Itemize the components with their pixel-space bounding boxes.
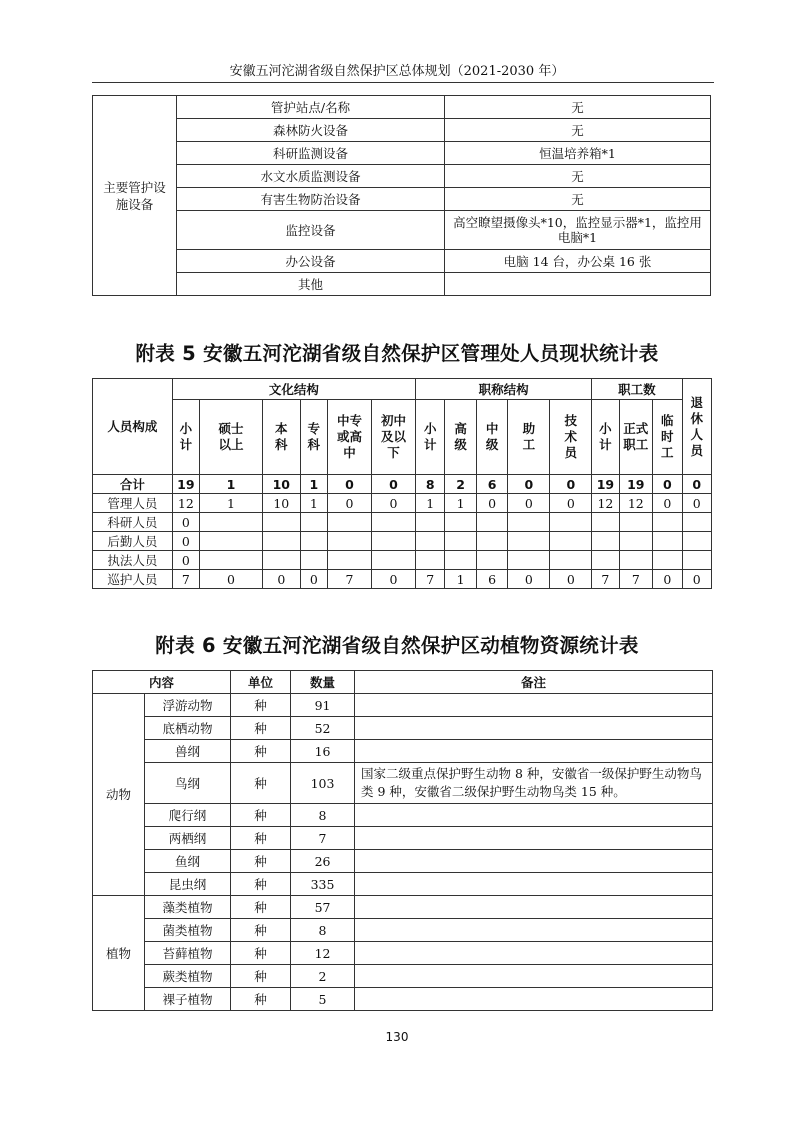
group-header-staff: 职工数	[592, 379, 682, 400]
facility-value: 无	[445, 188, 711, 211]
data-cell: 0	[300, 570, 327, 589]
data-cell	[508, 551, 550, 570]
resource-unit: 种	[231, 942, 291, 965]
data-cell: 0	[682, 570, 712, 589]
facility-value	[445, 273, 711, 296]
column-header	[550, 400, 592, 475]
resource-remark	[355, 965, 713, 988]
animals-group-label: 动物	[93, 694, 145, 896]
data-cell: 0	[172, 532, 199, 551]
column-header	[508, 400, 550, 475]
resource-row	[93, 740, 713, 763]
column-header	[476, 400, 507, 475]
resource-name: 两栖纲	[145, 827, 231, 850]
data-cell: 1	[300, 494, 327, 513]
resource-unit: 种	[231, 694, 291, 717]
data-cell	[653, 513, 682, 532]
data-cell	[592, 532, 619, 551]
resource-unit: 种	[231, 988, 291, 1011]
data-cell	[682, 551, 712, 570]
facility-value: 高空瞭望摄像头*10，监控显示器*1，监控用电脑*1	[445, 211, 711, 250]
group-header-retired	[682, 379, 712, 475]
total-cell: 1	[300, 475, 327, 494]
data-cell: 0	[508, 494, 550, 513]
column-header-text: 中专或高中	[336, 413, 362, 460]
row-label: 执法人员	[93, 551, 173, 570]
data-cell	[592, 513, 619, 532]
column-header-text: 硕士以上	[218, 421, 244, 452]
facility-row	[93, 119, 711, 142]
data-cell	[550, 551, 592, 570]
data-cell: 0	[199, 570, 262, 589]
table5-title: 附表 5 安徽五河沱湖省级自然保护区管理处人员现状统计表	[135, 342, 659, 365]
data-cell: 0	[550, 494, 592, 513]
data-cell	[445, 532, 476, 551]
resource-name: 藻类植物	[145, 896, 231, 919]
resource-count: 103	[291, 763, 355, 804]
column-header-text: 本科	[275, 421, 288, 452]
resource-name: 鸟纲	[145, 763, 231, 804]
data-cell: 0	[508, 570, 550, 589]
facility-group-label	[93, 96, 177, 296]
data-cell	[653, 551, 682, 570]
staff-row	[93, 494, 712, 513]
data-cell	[372, 532, 416, 551]
resource-count: 335	[291, 873, 355, 896]
resource-count: 5	[291, 988, 355, 1011]
column-header-text: 中级	[485, 421, 499, 452]
facility-name: 管护站点/名称	[177, 96, 445, 119]
resource-remark	[355, 873, 713, 896]
facility-row	[93, 188, 711, 211]
facility-name: 其他	[177, 273, 445, 296]
facility-row	[93, 211, 711, 250]
resource-unit: 种	[231, 850, 291, 873]
resource-row	[93, 988, 713, 1011]
resource-name: 爬行纲	[145, 804, 231, 827]
resource-name: 浮游动物	[145, 694, 231, 717]
header-remark: 备注	[355, 671, 713, 694]
staff-row	[93, 532, 712, 551]
resource-name: 裸子植物	[145, 988, 231, 1011]
resource-row	[93, 896, 713, 919]
data-cell	[445, 513, 476, 532]
data-cell	[372, 513, 416, 532]
resource-row	[93, 763, 713, 804]
column-header-text: 技术员	[564, 413, 578, 460]
data-cell	[508, 532, 550, 551]
column-header-text: 小计	[599, 421, 612, 452]
data-cell	[327, 532, 371, 551]
total-cell: 0	[372, 475, 416, 494]
resource-remark: 国家二级重点保护野生动物 8 种，安徽省一级保护野生动物鸟类 9 种，安徽省二级保护野生动物鸟类 15 种。	[355, 763, 713, 804]
resource-count: 2	[291, 965, 355, 988]
row-label: 合计	[93, 475, 173, 494]
resource-count: 57	[291, 896, 355, 919]
column-header	[300, 400, 327, 475]
resources-table	[92, 670, 713, 1011]
data-cell: 0	[653, 570, 682, 589]
column-header-text: 助工	[522, 421, 536, 452]
data-cell: 0	[262, 570, 300, 589]
total-cell: 6	[476, 475, 507, 494]
total-cell: 10	[262, 475, 300, 494]
resource-row	[93, 717, 713, 740]
resource-remark	[355, 717, 713, 740]
data-cell: 6	[476, 570, 507, 589]
facility-value: 无	[445, 165, 711, 188]
data-cell: 7	[327, 570, 371, 589]
data-cell	[653, 532, 682, 551]
facility-name: 有害生物防治设备	[177, 188, 445, 211]
total-cell: 0	[550, 475, 592, 494]
column-header	[619, 400, 653, 475]
resource-row	[93, 965, 713, 988]
resource-remark	[355, 804, 713, 827]
resource-remark	[355, 827, 713, 850]
facility-group-text: 主要管护设施设备	[103, 179, 166, 212]
column-header	[199, 400, 262, 475]
header-row	[93, 671, 713, 694]
resource-name: 底栖动物	[145, 717, 231, 740]
data-cell: 0	[476, 494, 507, 513]
data-cell	[262, 532, 300, 551]
resource-name: 鱼纲	[145, 850, 231, 873]
column-header	[262, 400, 300, 475]
resource-unit: 种	[231, 763, 291, 804]
resource-count: 16	[291, 740, 355, 763]
resource-unit: 种	[231, 804, 291, 827]
header-content: 内容	[93, 671, 231, 694]
data-cell	[262, 551, 300, 570]
total-cell: 0	[508, 475, 550, 494]
resource-count: 52	[291, 717, 355, 740]
total-cell: 0	[653, 475, 682, 494]
facility-row	[93, 142, 711, 165]
facility-value: 电脑 14 台，办公桌 16 张	[445, 250, 711, 273]
data-cell	[619, 513, 653, 532]
data-cell	[300, 513, 327, 532]
column-header-text: 专科	[307, 421, 321, 452]
data-cell	[416, 551, 445, 570]
data-cell	[262, 513, 300, 532]
staff-row	[93, 551, 712, 570]
data-cell	[550, 532, 592, 551]
data-cell	[619, 532, 653, 551]
facility-row	[93, 96, 711, 119]
retired-label: 退休人员	[690, 394, 703, 458]
header-rule	[92, 82, 714, 83]
resource-remark	[355, 740, 713, 763]
corner-label: 人员构成	[93, 379, 173, 475]
resource-row	[93, 804, 713, 827]
data-cell: 12	[172, 494, 199, 513]
resource-count: 7	[291, 827, 355, 850]
facility-row	[93, 165, 711, 188]
data-cell	[592, 551, 619, 570]
page-number: 130	[385, 1030, 409, 1044]
resource-unit: 种	[231, 965, 291, 988]
facility-value: 恒温培养箱*1	[445, 142, 711, 165]
data-cell: 1	[199, 494, 262, 513]
resource-remark	[355, 694, 713, 717]
facility-name: 科研监测设备	[177, 142, 445, 165]
data-cell	[682, 532, 712, 551]
resource-row	[93, 827, 713, 850]
data-cell	[199, 551, 262, 570]
resource-name: 昆虫纲	[145, 873, 231, 896]
row-label: 科研人员	[93, 513, 173, 532]
data-cell: 10	[262, 494, 300, 513]
data-cell	[682, 513, 712, 532]
data-cell	[550, 513, 592, 532]
data-cell	[300, 551, 327, 570]
column-header	[172, 400, 199, 475]
column-header	[372, 400, 416, 475]
total-cell: 2	[445, 475, 476, 494]
resource-name: 菌类植物	[145, 919, 231, 942]
data-cell	[416, 532, 445, 551]
staff-table	[92, 378, 712, 589]
staff-row	[93, 570, 712, 589]
data-cell: 1	[416, 494, 445, 513]
resource-row	[93, 850, 713, 873]
facility-value: 无	[445, 96, 711, 119]
header-unit: 单位	[231, 671, 291, 694]
data-cell	[300, 532, 327, 551]
data-cell: 7	[172, 570, 199, 589]
total-cell: 0	[327, 475, 371, 494]
column-header-text: 小计	[179, 421, 193, 452]
group-header-culture: 文化结构	[172, 379, 415, 400]
column-header-text: 高级	[454, 421, 467, 452]
resource-unit: 种	[231, 740, 291, 763]
data-cell: 0	[327, 494, 371, 513]
total-cell: 8	[416, 475, 445, 494]
column-header-text: 正式职工	[623, 421, 649, 452]
facility-value: 无	[445, 119, 711, 142]
data-cell	[476, 532, 507, 551]
data-cell: 0	[372, 494, 416, 513]
header-count: 数量	[291, 671, 355, 694]
column-header	[592, 400, 619, 475]
data-cell: 12	[592, 494, 619, 513]
resource-remark	[355, 942, 713, 965]
staff-row	[93, 513, 712, 532]
resource-remark	[355, 919, 713, 942]
facility-name: 森林防火设备	[177, 119, 445, 142]
column-header	[445, 400, 476, 475]
resource-row	[93, 942, 713, 965]
resource-name: 兽纲	[145, 740, 231, 763]
resource-name: 苔藓植物	[145, 942, 231, 965]
column-header-row	[93, 400, 712, 475]
data-cell	[372, 551, 416, 570]
total-row	[93, 475, 712, 494]
resource-unit: 种	[231, 827, 291, 850]
data-cell: 12	[619, 494, 653, 513]
total-cell: 19	[592, 475, 619, 494]
facility-row	[93, 250, 711, 273]
facility-name: 办公设备	[177, 250, 445, 273]
column-header	[653, 400, 682, 475]
data-cell: 0	[372, 570, 416, 589]
column-header	[327, 400, 371, 475]
data-cell	[199, 513, 262, 532]
facility-name: 监控设备	[177, 211, 445, 250]
data-cell	[476, 513, 507, 532]
data-cell: 0	[653, 494, 682, 513]
column-header-text: 临时工	[661, 413, 674, 460]
data-cell	[508, 513, 550, 532]
resource-count: 91	[291, 694, 355, 717]
resource-remark	[355, 896, 713, 919]
resource-remark	[355, 850, 713, 873]
data-cell	[327, 513, 371, 532]
resource-row	[93, 873, 713, 896]
total-cell: 19	[619, 475, 653, 494]
row-label: 巡护人员	[93, 570, 173, 589]
data-cell: 7	[416, 570, 445, 589]
column-header	[416, 400, 445, 475]
data-cell: 0	[550, 570, 592, 589]
resource-count: 8	[291, 804, 355, 827]
resource-count: 12	[291, 942, 355, 965]
resource-name: 蕨类植物	[145, 965, 231, 988]
resource-row	[93, 694, 713, 717]
data-cell: 7	[592, 570, 619, 589]
data-cell: 0	[172, 513, 199, 532]
header-row	[93, 379, 712, 400]
resource-count: 26	[291, 850, 355, 873]
data-cell: 1	[445, 494, 476, 513]
resource-count: 8	[291, 919, 355, 942]
resource-unit: 种	[231, 919, 291, 942]
facilities-table	[92, 95, 711, 296]
data-cell	[327, 551, 371, 570]
data-cell	[445, 551, 476, 570]
total-cell: 1	[199, 475, 262, 494]
data-cell: 0	[682, 494, 712, 513]
resource-row	[93, 919, 713, 942]
group-header-title: 职称结构	[416, 379, 592, 400]
data-cell: 7	[619, 570, 653, 589]
data-cell: 0	[172, 551, 199, 570]
table6-title: 附表 6 安徽五河沱湖省级自然保护区动植物资源统计表	[155, 634, 639, 657]
row-label: 管理人员	[93, 494, 173, 513]
column-header-text: 初中及以下	[381, 413, 407, 460]
column-header-text: 小计	[423, 421, 437, 452]
resource-unit: 种	[231, 896, 291, 919]
total-cell: 19	[172, 475, 199, 494]
data-cell: 1	[445, 570, 476, 589]
data-cell	[476, 551, 507, 570]
data-cell	[416, 513, 445, 532]
data-cell	[199, 532, 262, 551]
resource-unit: 种	[231, 717, 291, 740]
resource-remark	[355, 988, 713, 1011]
plants-group-label: 植物	[93, 896, 145, 1011]
page-header: 安徽五河沱湖省级自然保护区总体规划（2021-2030 年）	[229, 64, 565, 79]
resource-unit: 种	[231, 873, 291, 896]
facility-name: 水文水质监测设备	[177, 165, 445, 188]
row-label: 后勤人员	[93, 532, 173, 551]
total-cell: 0	[682, 475, 712, 494]
data-cell	[619, 551, 653, 570]
facility-row	[93, 273, 711, 296]
